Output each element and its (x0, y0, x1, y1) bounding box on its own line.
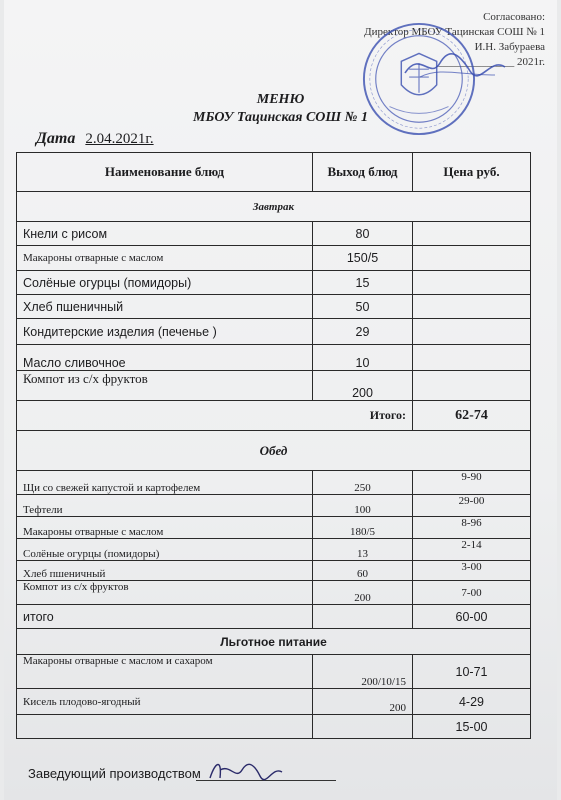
section-row-benefit (17, 629, 531, 655)
section-row-breakfast (17, 192, 531, 222)
table-row (17, 655, 531, 689)
table-row (17, 539, 531, 561)
dish-name: Кнели с рисом (17, 222, 313, 246)
dish-price: 10-71 (413, 655, 531, 689)
dish-portion: 50 (313, 295, 413, 319)
dish-name: Масло сливочное (17, 345, 313, 371)
table-row (17, 689, 531, 715)
table-row (17, 561, 531, 581)
dish-portion: 150/5 (313, 246, 413, 271)
date-value: 2.04.2021г. (85, 131, 154, 147)
dish-price: 29-00 (413, 495, 531, 517)
dish-portion: 200 (313, 581, 413, 605)
dish-name: Тефтели (17, 495, 313, 517)
table-row (17, 371, 531, 401)
dish-name: Хлеб пшеничный (17, 561, 313, 581)
production-head-signature (206, 756, 286, 786)
table-row (17, 271, 531, 295)
dish-name: Макароны отварные с маслом (17, 246, 313, 271)
dish-portion: 250 (313, 471, 413, 495)
dish-price: 9-90 (413, 471, 531, 495)
dish-name: Солёные огурцы (помидоры) (17, 539, 313, 561)
menu-table (16, 152, 531, 739)
total-value: 15-00 (413, 715, 531, 739)
dish-name: Щи со свежей капустой и картофелем (17, 471, 313, 495)
dish-price (413, 295, 531, 319)
dish-portion: 80 (313, 222, 413, 246)
dish-name: Компот из с/х фруктов (17, 581, 313, 605)
table-row (17, 246, 531, 271)
dish-portion: 13 (313, 539, 413, 561)
total-value: 60-00 (413, 605, 531, 629)
table-row (17, 319, 531, 345)
document-title: МЕНЮ (256, 92, 305, 107)
director-signature (400, 45, 510, 85)
section-row-lunch (17, 431, 531, 471)
date-label: Дата (36, 130, 76, 147)
dish-name: Хлеб пшеничный (17, 295, 313, 319)
dish-name: Кисель плодово-ягодный (17, 689, 313, 715)
dish-portion: 180/5 (313, 517, 413, 539)
dish-price: 2-14 (413, 539, 531, 561)
school-name: МБОУ Тацинская СОШ № 1 (193, 110, 368, 125)
dish-name: Солёные огурцы (помидоры) (17, 271, 313, 295)
approval-title: Согласовано: (483, 11, 545, 23)
dish-price (413, 271, 531, 295)
header-dish: Наименование блюд (17, 153, 313, 192)
dish-name: Компот из с/х фруктов (17, 371, 313, 401)
approval-name: И.Н. Забураева (474, 41, 545, 53)
dish-portion: 200 (313, 371, 413, 401)
total-label: Итого: (17, 401, 413, 431)
dish-price: 3-00 (413, 561, 531, 581)
table-row (17, 222, 531, 246)
date-line (36, 130, 154, 148)
total-row-benefit (17, 715, 531, 739)
dish-price (413, 345, 531, 371)
dish-price: 7-00 (413, 581, 531, 605)
table-row (17, 581, 531, 605)
table-row (17, 295, 531, 319)
dish-name: Макароны отварные с маслом (17, 517, 313, 539)
total-row-breakfast (17, 401, 531, 431)
section-title-benefit: Льготное питание (17, 629, 531, 655)
dish-price (413, 222, 531, 246)
header-price: Цена руб. (413, 153, 531, 192)
dish-name: Макароны отварные с маслом и сахаром (17, 655, 313, 689)
header-portion: Выход блюд (313, 153, 413, 192)
approval-director: Директор МБОУ Тацинская СОШ № 1 (364, 26, 545, 38)
dish-portion: 200/10/15 (313, 655, 413, 689)
dish-price (413, 246, 531, 271)
dish-portion: 100 (313, 495, 413, 517)
table-row (17, 471, 531, 495)
dish-price (413, 371, 531, 401)
table-row (17, 517, 531, 539)
section-title-breakfast: Завтрак (17, 192, 531, 222)
dish-price: 4-29 (413, 689, 531, 715)
table-row (17, 345, 531, 371)
dish-portion: 29 (313, 319, 413, 345)
total-value: 62-74 (413, 401, 531, 431)
dish-portion: 60 (313, 561, 413, 581)
dish-portion: 200 (313, 689, 413, 715)
dish-name: Кондитерские изделия (печенье ) (17, 319, 313, 345)
footer-signature-label: Заведующий производством (28, 766, 201, 781)
dish-portion: 15 (313, 271, 413, 295)
section-title-lunch: Обед (17, 431, 531, 471)
total-row-lunch (17, 605, 531, 629)
table-header-row (17, 153, 531, 192)
dish-portion: 10 (313, 345, 413, 371)
table-row (17, 495, 531, 517)
approval-year: ______________ 2021г. (437, 56, 545, 68)
total-label: итого (17, 605, 313, 629)
dish-price: 8-96 (413, 517, 531, 539)
dish-price (413, 319, 531, 345)
